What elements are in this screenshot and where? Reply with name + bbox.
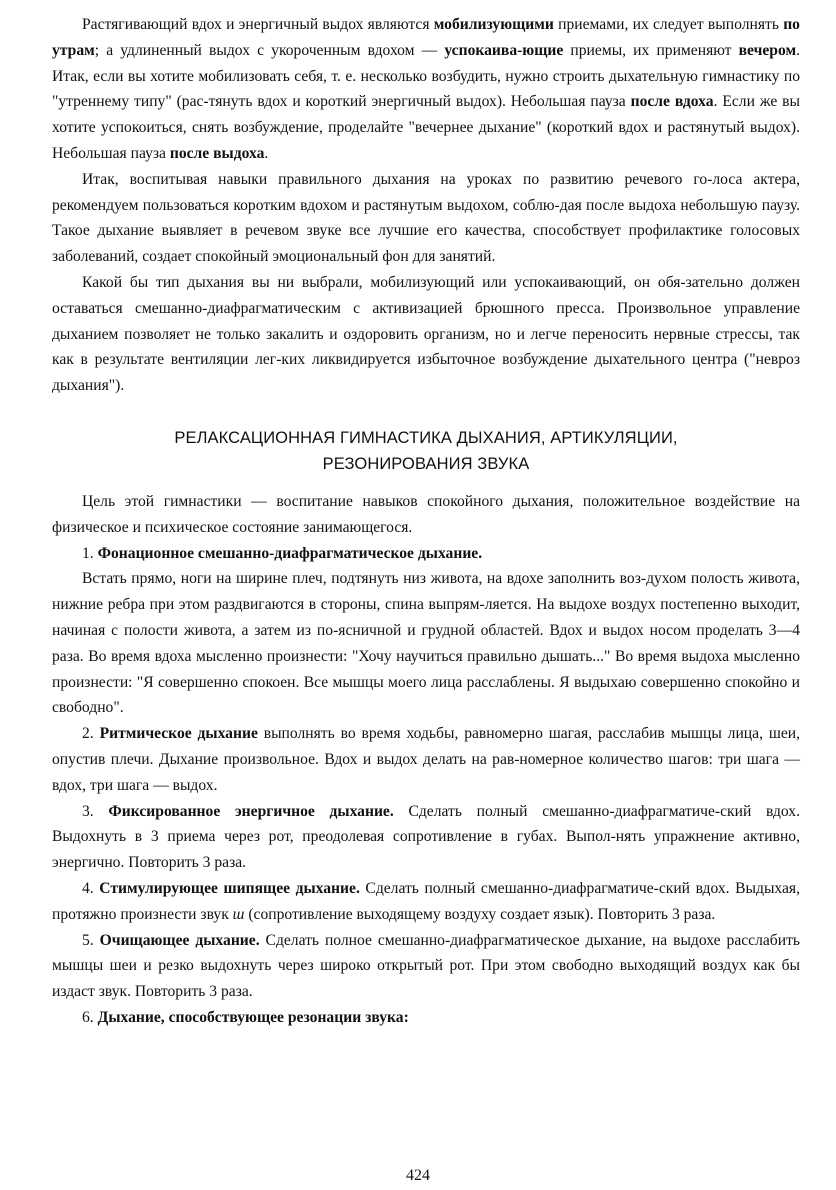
bold-phrase: после вдоха bbox=[630, 93, 714, 111]
text-run: (сопротивление выходящему воздуху создает язык). Повторить 3 раза. bbox=[244, 905, 716, 923]
bold-phrase: Очищающее дыхание. bbox=[99, 931, 260, 949]
bold-phrase: мобилизующими bbox=[433, 16, 554, 33]
bold-phrase: Ритмическое дыхание bbox=[99, 725, 258, 743]
text-run: Встать прямо, ноги на ширине плеч, подтянуть низ живота, на вдохе заполнить воз-духом полость живота, нижние ребра при этом раздвигаются в стороны, спина выпрям-ляется. На выдохе воздух постепенно выходит, начиная с полости живота, а затем из по-ясничной и грудной областей. Вдох и выдох носом проделать 3—4 раза. Во время вдоха мысленно произнести: "Хочу научиться правильно дышать..." Во время выдоха мысленно произнести: "Я совершенно спокоен. Все мышцы моего лица расслаблены. Я выдыхаю совершенно спокойно и свободно". bbox=[52, 570, 800, 717]
section-heading-line-1: РЕЛАКСАЦИОННАЯ ГИМНАСТИКА ДЫХАНИЯ, АРТИКУЛЯЦИИ, bbox=[174, 428, 678, 447]
bold-phrase: успокаива-ющие bbox=[444, 41, 564, 59]
bold-phrase: после выдоха bbox=[169, 144, 265, 162]
text-run: Цель этой гимнастики — воспитание навыков спокойного дыхания, положительное воздействие на физическое и психическое состояние занимающегося. bbox=[52, 492, 800, 536]
body-text-top bbox=[52, 12, 800, 399]
paragraph bbox=[52, 1005, 800, 1031]
text-run: 4. bbox=[82, 879, 100, 897]
text-run: 3. bbox=[82, 802, 109, 820]
section-heading bbox=[52, 425, 800, 477]
section-heading-line-2: РЕЗОНИРОВАНИЯ ЗВУКА bbox=[322, 454, 530, 473]
text-run: Сделать полный смешанно-диафрагматиче-ский вдох. Выдыхая, протяжно произнести звук bbox=[52, 879, 801, 923]
text-run: ; а удлиненный выдох с укороченным вдохом — bbox=[94, 41, 445, 59]
paragraph bbox=[52, 566, 800, 721]
text-run: . Итак, если вы хотите мобилизовать себя, т. е. несколько возбудить, нужно строить дыхательную гимнастику по "утреннему типу" (рас-тянуть вдох и короткий энергичный выдох). Небольшая пауза bbox=[52, 41, 800, 111]
bold-phrase: Фиксированное энергичное дыхание. bbox=[108, 802, 394, 820]
text-run: 6. bbox=[82, 1008, 98, 1026]
italic-letter: ш bbox=[232, 905, 245, 923]
text-run: 1. bbox=[82, 544, 98, 562]
paragraph bbox=[52, 876, 800, 928]
text-run: Какой бы тип дыхания вы ни выбрали, мобилизующий или успокаивающий, он обя-зательно должен оставаться смешанно-диафрагматическим с активизацией брюшного пресса. Произвольное управление дыханием позволяет не только закалить и оздоровить организм, но и легче переносить нервные стрессы, так как в результате вентиляции лег-ких ликвидируется избыточное возбуждение дыхательного центра ("невроз дыхания"). bbox=[52, 273, 800, 395]
body-text-bottom bbox=[52, 489, 800, 1031]
text-run: выполнять во время ходьбы, равномерно шагая, расслабив мышцы лица, шеи, опустив плечи. Дыхание произвольное. Вдох и выдох делать на рав-номерное количество шагов: три шага — вдох, три шага — выдох. bbox=[52, 725, 800, 794]
bold-phrase: по утрам bbox=[52, 16, 800, 59]
text-run: Растягивающий вдох и энергичный выдох являются bbox=[82, 16, 434, 33]
paragraph bbox=[52, 167, 800, 270]
document-page bbox=[52, 12, 800, 1031]
paragraph bbox=[52, 489, 800, 541]
text-run: 5. bbox=[82, 931, 100, 949]
paragraph bbox=[52, 270, 800, 399]
text-run: приемы, их применяют bbox=[563, 41, 739, 59]
text-run: приемами, их следует выполнять bbox=[553, 16, 784, 33]
text-run: . bbox=[264, 144, 269, 162]
paragraph bbox=[52, 799, 800, 876]
bold-phrase: вечером bbox=[738, 41, 797, 59]
text-run: Сделать полное смешанно-диафрагматическое дыхание, на выдохе расслабить мышцы шеи и резко выдохнуть через широко открытый рот. При этом свободно выходящий воздух как бы издаст звук. Повторить 3 раза. bbox=[52, 931, 800, 1001]
page-number: 424 bbox=[406, 1167, 430, 1184]
text-run: Итак, воспитывая навыки правильного дыхания на уроках по развитию речевого го-лоса актера, рекомендуем пользоваться коротким вдохом и растянутым выдохом, соблю-дая после выдоха небольшую паузу. Такое дыхание выявляет в речевом звуке все лучшие его качества, способствует профилактике голосовых заболеваний, создает спокойный эмоциональный фон для занятий. bbox=[52, 170, 800, 266]
text-run: 2. bbox=[82, 725, 100, 743]
bold-phrase: Дыхание, способствующее резонации звука: bbox=[97, 1008, 409, 1026]
bold-phrase: Стимулирующее шипящее дыхание. bbox=[99, 879, 360, 897]
paragraph bbox=[52, 721, 800, 798]
text-run: . Если же вы хотите успокоиться, снять возбуждение, проделайте "вечернее дыхание" (короткий вдох и растянутый выдох). Небольшая пауза bbox=[52, 93, 800, 162]
paragraph bbox=[52, 12, 800, 167]
bold-phrase: Фонационное смешанно-диафрагматическое дыхание. bbox=[97, 544, 483, 562]
paragraph bbox=[52, 541, 800, 567]
paragraph bbox=[52, 928, 800, 1005]
text-run: Сделать полный смешанно-диафрагматиче-ский вдох. Выдохнуть в 3 приема через рот, преодолевая сопротивление в губах. Выпол-нять упражнение активно, энергично. Повторить 3 раза. bbox=[52, 802, 801, 872]
